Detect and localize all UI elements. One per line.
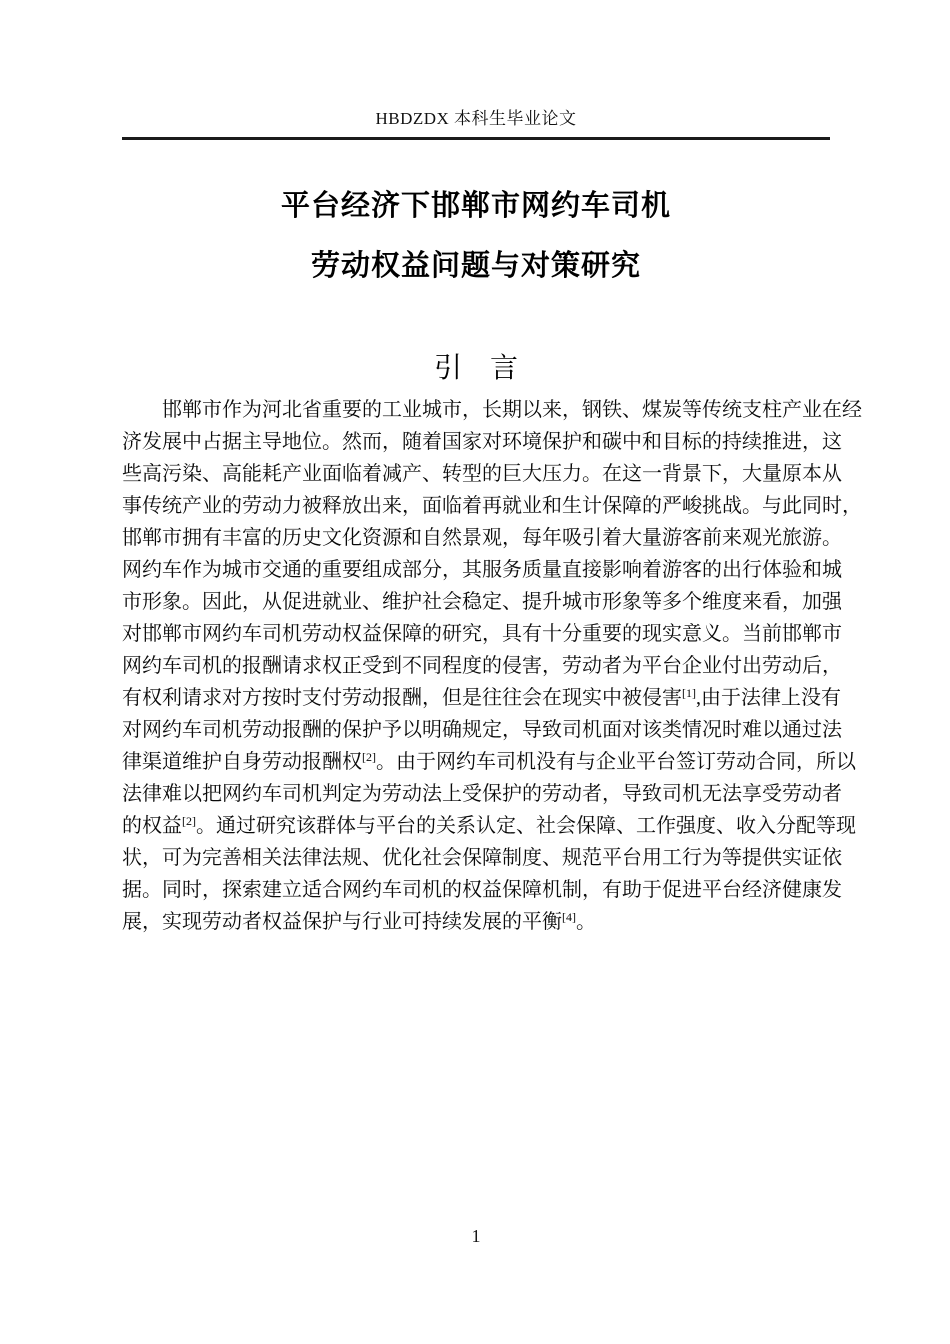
running-header xyxy=(122,104,830,140)
citation-marker: [2] xyxy=(362,750,376,764)
body-text-line: 状，可为完善相关法律法规、优化社会保障制度、规范平台用工行为等提供实证依 xyxy=(122,847,842,869)
body-text-line: 对邯郸市网约车司机劳动权益保障的研究，具有十分重要的现实意义。当前邯郸市 xyxy=(122,623,842,645)
body-text-line: 有权利请求对方按时支付劳动报酬，但是往往会在现实中被侵害[1],由于法律上没有 xyxy=(122,686,841,709)
body-text-line: 展，实现劳动者权益保护与行业可持续发展的平衡[4]。 xyxy=(122,910,596,933)
page-footer xyxy=(122,1226,830,1247)
body-text-line: 法律难以把网约车司机判定为劳动法上受保护的劳动者，导致司机无法享受劳动者 xyxy=(122,783,842,805)
body-text-line: 网约车作为城市交通的重要组成部分，其服务质量直接影响着游客的出行体验和城 xyxy=(122,559,842,581)
body-text-line: 邯郸市拥有丰富的历史文化资源和自然景观，每年吸引着大量游客前来观光旅游。 xyxy=(122,527,842,549)
header-title: HBDZDX 本科生毕业论文 xyxy=(375,109,577,128)
introduction-paragraph xyxy=(122,394,862,938)
body-text-line: 据。同时，探索建立适合网约车司机的权益保障机制，有助于促进平台经济健康发 xyxy=(122,879,842,901)
body-text-line: 网约车司机的报酬请求权正受到不同程度的侵害，劳动者为平台企业付出劳动后， xyxy=(122,655,842,677)
page-number: 1 xyxy=(471,1226,481,1246)
body-text-line: 律渠道维护自身劳动报酬权[2]。由于网约车司机没有与企业平台签订劳动合同，所以 xyxy=(122,750,856,773)
body-text-line: 对网约车司机劳动报酬的保护予以明确规定，导致司机面对该类情况时难以通过法 xyxy=(122,719,842,741)
section-heading-introduction: 引 言 xyxy=(433,352,518,384)
citation-marker: [1] xyxy=(682,686,696,700)
body-text-line: 的权益[2]。通过研究该群体与平台的关系认定、社会保障、工作强度、收入分配等现 xyxy=(122,814,856,837)
body-text-line: 事传统产业的劳动力被释放出来，面临着再就业和生计保障的严峻挑战。与此同时， xyxy=(122,495,862,517)
thesis-title-line2: 劳动权益问题与对策研究 xyxy=(310,250,641,282)
body-text-line: 济发展中占据主导地位。然而，随着国家对环境保护和碳中和目标的持续推进，这 xyxy=(122,431,842,453)
body-text-line: 些高污染、高能耗产业面临着减产、转型的巨大压力。在这一背景下，大量原本从 xyxy=(122,463,842,485)
thesis-title xyxy=(122,176,830,296)
citation-marker: [2] xyxy=(182,814,196,828)
body-text-line: 市形象。因此，从促进就业、维护社会稳定、提升城市形象等多个维度来看，加强 xyxy=(122,591,842,613)
body-text-line: 邯郸市作为河北省重要的工业城市，长期以来，钢铁、煤炭等传统支柱产业在经 xyxy=(162,399,862,421)
citation-marker: [4] xyxy=(562,910,576,924)
thesis-title-line1: 平台经济下邯郸市网约车司机 xyxy=(280,190,671,222)
